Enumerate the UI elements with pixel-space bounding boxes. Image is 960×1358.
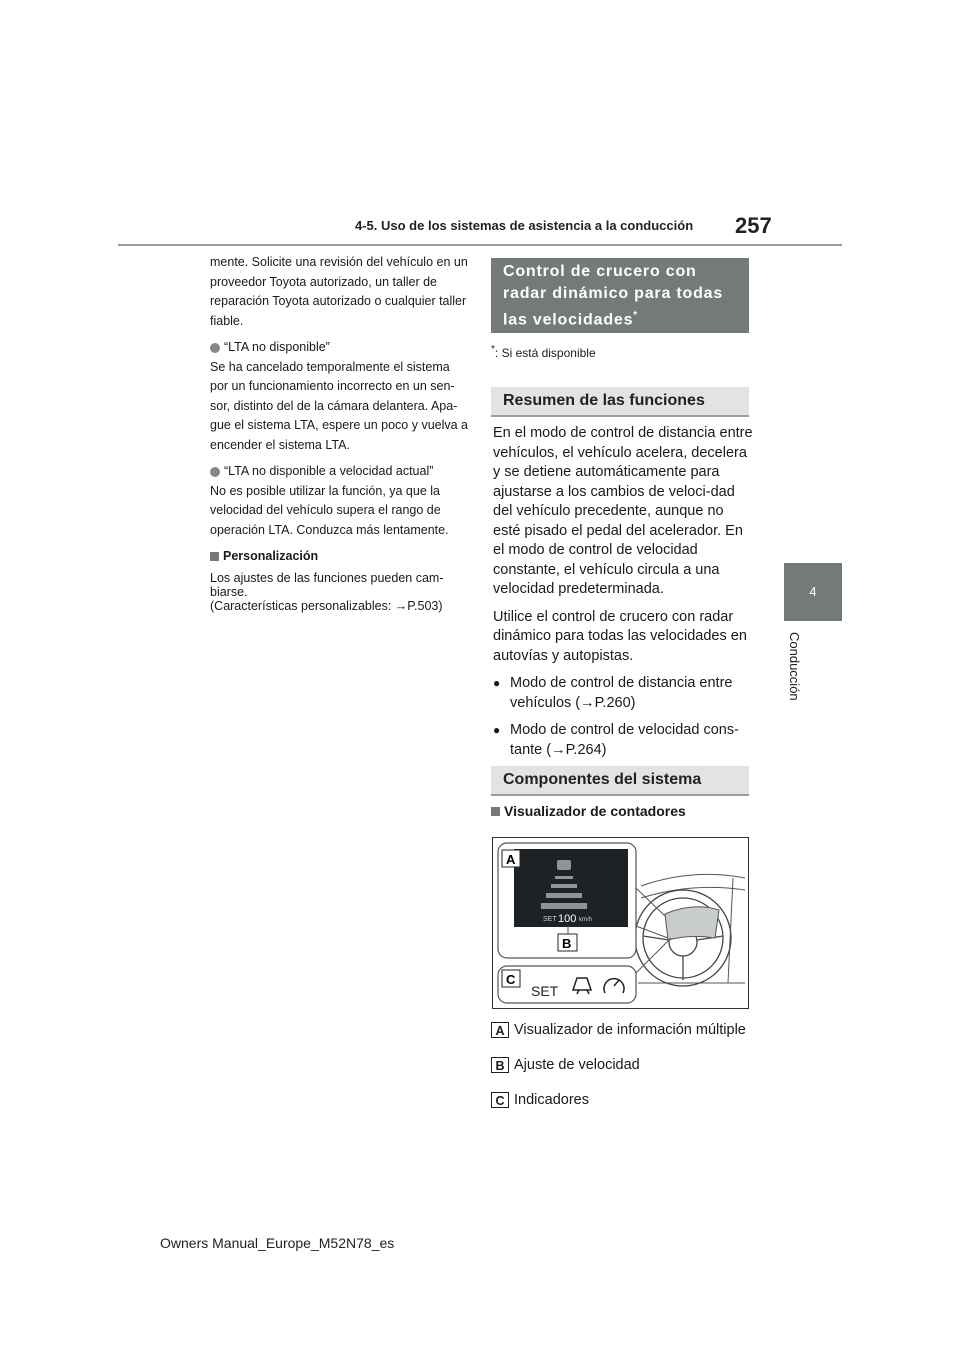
left-column <box>210 253 468 613</box>
chapter-label: Conducción <box>787 632 802 701</box>
summary-paragraph: Utilice el control de crucero con radar dinámico para todas las velocidades en autovías y autopistas. <box>493 608 747 664</box>
square-bullet-icon <box>210 552 219 561</box>
customization-text: Los ajustes de las funciones pueden cam-biarse. <box>210 570 444 599</box>
label-c: C <box>506 972 516 987</box>
meter-illustration <box>493 838 748 1008</box>
list-item: ● Modo de control de distancia entre vehículos (→P.260) <box>493 675 733 711</box>
list-item: “LTA no disponible a velocidad actual” No es posible utilizar la función, ya que la velocidad del vehículo supera el rango de operación LTA. Conduzca más lentamente. <box>210 462 468 540</box>
components-heading: Componentes del sistema <box>491 766 749 796</box>
summary-paragraph: En el modo de control de distancia entre vehículos, el vehículo acelera, decelera y se detiene automáticamente para ajustarse a los cambios de veloci-dad del vehículo precedente, aunque no esté pisado el pedal del acelerador. En el modo de control de velocidad constante, el vehículo circula a una velocidad predeterminada. <box>493 425 753 597</box>
label-b: B <box>562 936 572 951</box>
list-item: “LTA no disponible” Se ha cancelado temporalmente el sistema por un funcionamiento incorrecto en un sen-sor, distinto del de la cámara delantera. Apa-gue el sistema LTA, espere un poco y vuelva a encender el sistema LTA. <box>210 338 468 455</box>
subheading: Visualizador de contadores <box>491 803 686 819</box>
display-speed: 100 <box>558 913 577 925</box>
item-text: No es posible utilizar la función, ya que la velocidad del vehículo supera el rango de operación LTA. Conduzca más lentamente. <box>210 483 449 537</box>
meter-display-figure <box>492 837 749 1009</box>
legend-item: A Visualizador de información múltiple <box>491 1022 746 1038</box>
display-set-label: SET <box>543 916 557 923</box>
list-item: ● Modo de control de velocidad cons-tante (→P.264) <box>493 722 739 758</box>
customization-block: Personalización Los ajustes de las funciones pueden cam-biarse. (Características personalizables: →P.503) <box>210 547 468 613</box>
label-a: A <box>506 852 516 867</box>
section-banner: Control de crucero con radar dinámico para todas las velocidades* <box>491 258 749 333</box>
display-unit: km/h <box>579 917 593 923</box>
footnote: *: Si está disponible <box>491 344 596 360</box>
page-number: 257 <box>735 213 772 238</box>
chapter-number: 4 <box>809 584 817 599</box>
legend-item: B Ajuste de velocidad <box>491 1057 640 1073</box>
bullet-dot-icon <box>210 467 220 477</box>
summary-body <box>493 424 753 768</box>
indicator-set: SET <box>531 983 559 999</box>
footnote-mark: * <box>633 310 638 321</box>
square-bullet-icon <box>491 807 500 816</box>
header-section-title: 4-5. Uso de los sistemas de asistencia a la conducción <box>355 218 694 233</box>
car-icon <box>557 860 571 870</box>
summary-heading: Resumen de las funciones <box>491 387 749 417</box>
header-rule <box>118 244 842 246</box>
bullet-dot-icon <box>210 343 220 353</box>
customization-link: (Características personalizables: →P.503) <box>210 598 443 613</box>
continuation-text: mente. Solicite una revisión del vehículo en un proveedor Toyota autorizado, un taller de reparación Toyota autorizado o cualquier taller fiable. <box>210 255 468 328</box>
footer-doc-id: Owners Manual_Europe_M52N78_es <box>160 1235 395 1251</box>
legend-item: C Indicadores <box>491 1092 589 1108</box>
steering-wheel-icon <box>635 890 731 986</box>
chapter-tab <box>784 563 842 621</box>
item-text: Se ha cancelado temporalmente el sistema por un funcionamiento incorrecto en un sen-sor, distinto del de la cámara delantera. Apa-gue el sistema LTA, espere un poco y vuelva a encender el sistema LTA. <box>210 359 469 452</box>
